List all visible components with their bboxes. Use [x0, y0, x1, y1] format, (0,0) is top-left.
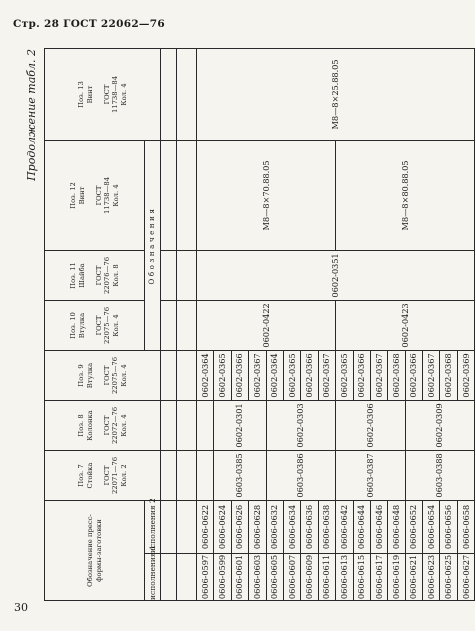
col-head-pos12: Поз. 12 Винт ГОСТ 11738—84 Кол. 4	[45, 141, 145, 251]
vtulka9-cell: 0602-0365	[336, 351, 353, 401]
designation-exec2: 0606-0654	[423, 501, 440, 554]
cell-blank	[177, 49, 197, 141]
vint12-cell: M8—8×80.88.05	[336, 141, 475, 251]
vint12-cell: M8—8×70.88.05	[197, 141, 336, 251]
designation-exec2: 0606-0642	[336, 501, 353, 554]
vtulka10-cell: 0602-0422	[197, 301, 336, 351]
designation-exec1: 0606-0621	[405, 554, 422, 601]
oboznacheniya-label: Обозначения	[145, 141, 161, 351]
designation-exec2: 0606-0624	[214, 501, 231, 554]
shayba-cell: 0602-0351	[197, 251, 475, 301]
col-head-pos11: Поз. 11 Шайба ГОСТ 22076—76 Кол. 8	[45, 251, 145, 301]
kolonka-cell: 0602-0303	[266, 401, 336, 451]
kolonka-cell: 0602-0301	[214, 401, 266, 451]
vtulka9-cell: 0602-0367	[370, 351, 387, 401]
designation-exec2: 0606-0628	[249, 501, 266, 554]
designation-exec2: 0606-0632	[266, 501, 283, 554]
designation-exec2: 0606-0656	[440, 501, 457, 554]
sub-header-exec1: исполнения 1	[145, 554, 161, 601]
stoyka-cell: 0603-0385	[214, 451, 266, 501]
vtulka9-cell: 0602-0364	[266, 351, 283, 401]
vtulka9-cell: 0602-0367	[423, 351, 440, 401]
table-continuation-caption: Продолжение табл. 2	[25, 49, 38, 181]
kolonka-cell: 0602-0309	[405, 401, 475, 451]
designation-exec1: 0606-0611	[318, 554, 335, 601]
vint13-cell: M8—8×25.88.05	[197, 49, 475, 141]
vtulka9-cell: 0602-0369	[457, 351, 474, 401]
col-head-pos13: Поз. 13 Винт ГОСТ 11738—84 Кол. 4	[45, 49, 161, 141]
designation-exec1: 0606-0623	[423, 554, 440, 601]
cell-blank	[161, 301, 177, 351]
designation-exec1: 0606-0613	[336, 554, 353, 601]
cell-blank	[177, 251, 197, 301]
designation-exec1: 0606-0627	[457, 554, 474, 601]
page-header: Стр. 28 ГОСТ 22062—76	[13, 18, 165, 30]
designation-exec2: 0606-0648	[388, 501, 405, 554]
designation-exec1: 0606-0597	[197, 554, 214, 601]
designation-exec2: 0606-0658	[457, 501, 474, 554]
designation-exec1: 0606-0601	[231, 554, 248, 601]
cell-blank	[177, 554, 197, 601]
designation-exec2: 0606-0636	[301, 501, 318, 554]
kolonka-cell: 0602-0306	[336, 401, 406, 451]
vtulka10-cell: 0602-0423	[336, 301, 475, 351]
designation-exec2: 0606-0634	[283, 501, 300, 554]
sub-header-exec2: исполнения 2	[145, 501, 161, 554]
kolonka-cell	[197, 401, 214, 451]
vtulka9-cell: 0602-0366	[231, 351, 248, 401]
cell-blank	[161, 251, 177, 301]
designation-exec1: 0606-0599	[214, 554, 231, 601]
designation-exec1: 0606-0605	[266, 554, 283, 601]
vtulka9-cell: 0602-0367	[249, 351, 266, 401]
designation-exec2: 0606-0652	[405, 501, 422, 554]
vtulka9-cell: 0602-0366	[353, 351, 370, 401]
designation-exec1: 0606-0619	[388, 554, 405, 601]
cell-blank	[177, 301, 197, 351]
cell-blank	[161, 501, 177, 554]
col-head-pos9: Поз. 9 Втулка ГОСТ 22075—76 Кол. 4	[45, 351, 161, 401]
designation-exec2: 0606-0622	[197, 501, 214, 554]
designation-exec1: 0606-0603	[249, 554, 266, 601]
cell-blank	[161, 49, 177, 141]
vtulka9-cell: 0602-0367	[318, 351, 335, 401]
vtulka9-cell: 0602-0365	[214, 351, 231, 401]
designation-exec1: 0606-0607	[283, 554, 300, 601]
vtulka9-cell: 0602-0368	[440, 351, 457, 401]
stoyka-cell: 0603-0386	[266, 451, 336, 501]
cell-blank	[161, 554, 177, 601]
vtulka9-cell: 0602-0368	[388, 351, 405, 401]
cell-blank	[177, 451, 197, 501]
col-head-pos7: Поз. 7 Стойка ГОСТ 22071—76 Кол. 2	[45, 451, 161, 501]
page-number: 30	[14, 601, 28, 614]
vtulka9-cell: 0602-0366	[405, 351, 422, 401]
designation-exec1: 0606-0617	[370, 554, 387, 601]
rotated-table-region	[24, 49, 471, 601]
designation-header: Обозначение пресс-формы-заготовки	[45, 501, 145, 601]
cell-blank	[177, 501, 197, 554]
vtulka9-cell: 0602-0365	[283, 351, 300, 401]
cell-blank	[177, 401, 197, 451]
designation-exec1: 0606-0615	[353, 554, 370, 601]
stoyka-cell: 0603-0387	[336, 451, 406, 501]
designation-exec2: 0606-0626	[231, 501, 248, 554]
designation-exec2: 0606-0638	[318, 501, 335, 554]
designation-exec1: 0606-0609	[301, 554, 318, 601]
cell-blank	[161, 451, 177, 501]
col-head-pos8: Поз. 8 Колонка ГОСТ 22072—76 Кол. 4	[45, 401, 161, 451]
components-table	[44, 48, 475, 601]
cell-blank	[161, 141, 177, 251]
col-head-pos10: Поз. 10 Втулка ГОСТ 22075—76 Кол. 4	[45, 301, 145, 351]
stoyka-cell: 0603-0388	[405, 451, 475, 501]
cell-blank	[161, 351, 177, 401]
designation-exec1: 0606-0625	[440, 554, 457, 601]
cell-blank	[161, 401, 177, 451]
stoyka-cell	[197, 451, 214, 501]
vtulka9-cell: 0602-0366	[301, 351, 318, 401]
cell-blank	[177, 351, 197, 401]
vtulka9-cell: 0602-0364	[197, 351, 214, 401]
designation-exec2: 0606-0644	[353, 501, 370, 554]
designation-exec2: 0606-0646	[370, 501, 387, 554]
cell-blank	[177, 141, 197, 251]
